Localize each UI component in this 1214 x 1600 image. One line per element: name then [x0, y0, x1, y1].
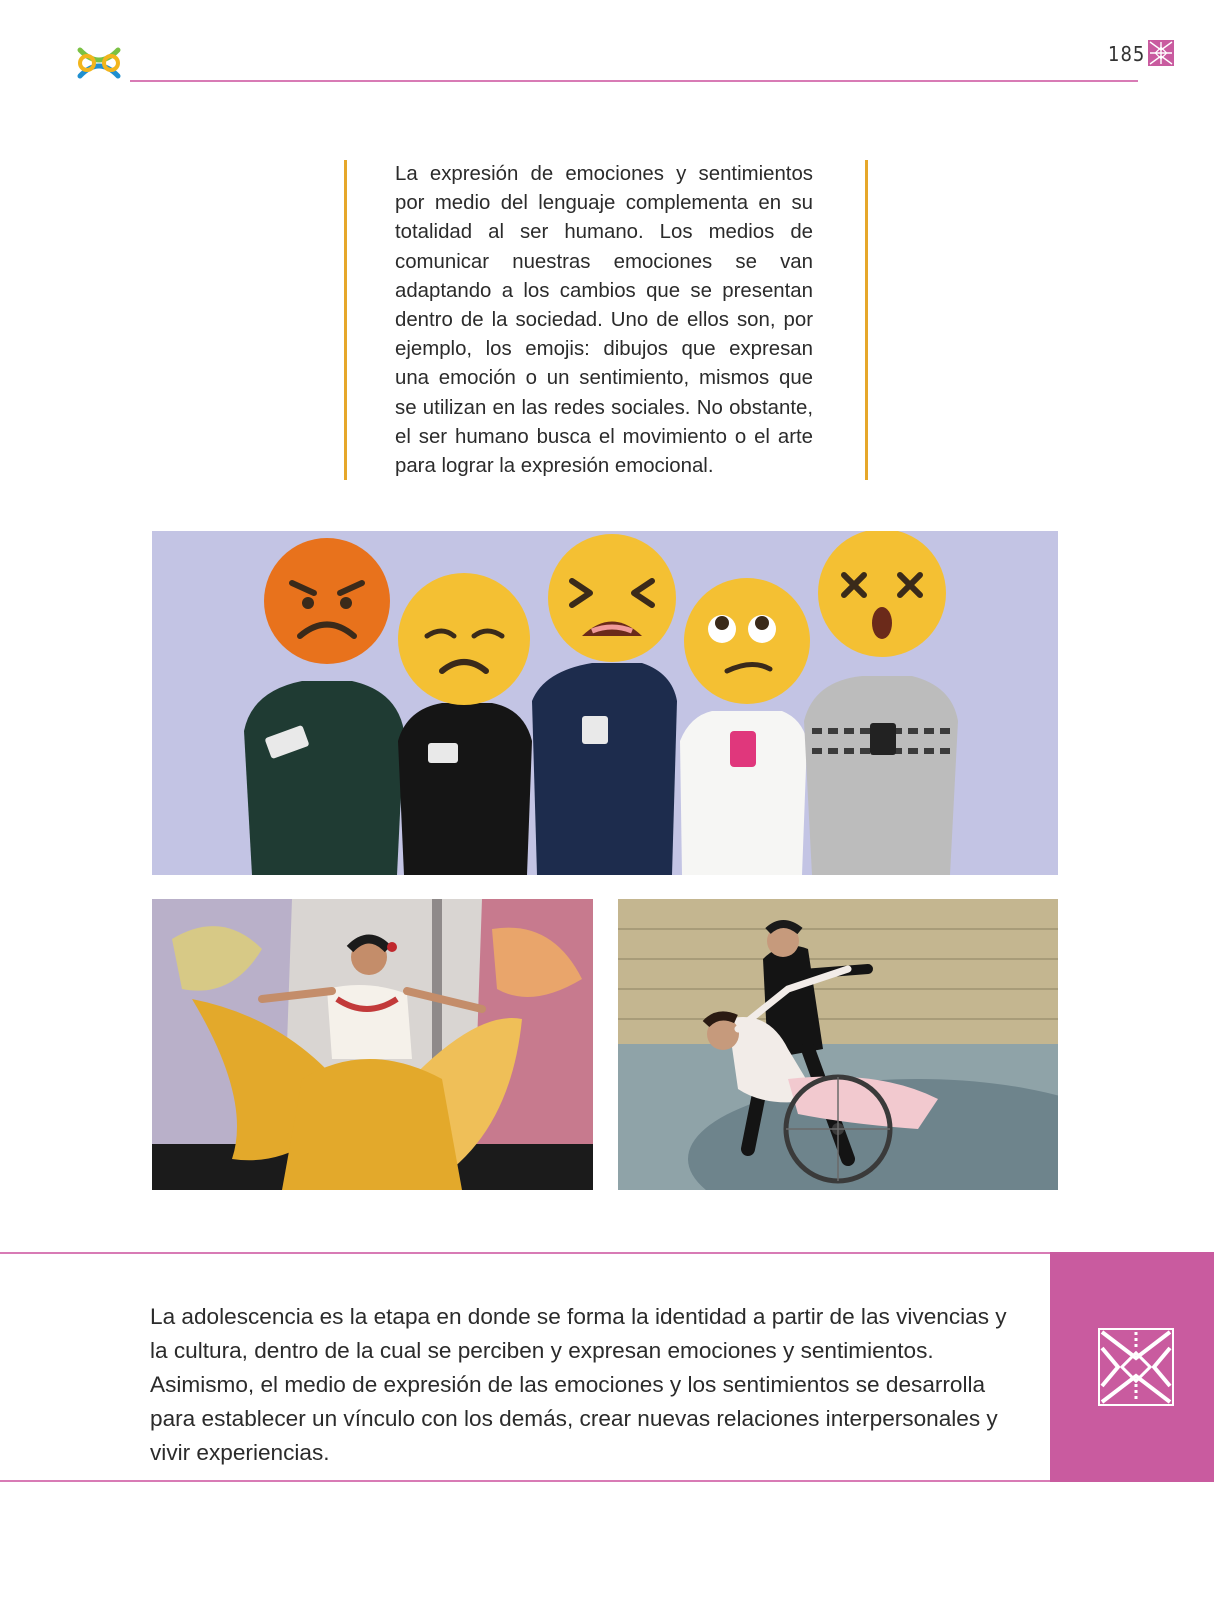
summary-paragraph: La adolescencia es la etapa en donde se forma la identidad a partir de las vivencias y la cultura, dentro de la cual se perciben y expresan emociones y sentimientos. Asimismo, el medio de expresión de las emociones y los sentimientos se desarrolla para establecer un vínculo con los demás, crear nuevas relaciones interpersonales y vivir experiencias.	[150, 1304, 1007, 1465]
intro-paragraph: La expresión de emociones y sentimientos por medio del lenguaje complementa en su totalidad al ser humano. Los medios de comunicar nuestras emociones se van adaptando a los cambios que se presentan dentro de la sociedad. Uno de ellos son, por ejemplo, los emojis: dibujos que expresan una emoción o un sentimiento, mismos que se utilizan en las redes sociales. No obstante, el ser humano busca el movimiento o el arte para lograr la expresión emocional.	[395, 163, 813, 478]
summary-top-rule	[0, 1252, 1214, 1254]
wheelchair-dance-photo	[618, 899, 1058, 1190]
summary-bottom-rule	[0, 1480, 1214, 1482]
geometric-textile-motif-icon	[1098, 1328, 1174, 1406]
people-with-emoji-faces-photo	[152, 531, 1058, 875]
quote-left-bar	[344, 160, 347, 480]
geometric-textile-motif-icon	[1148, 40, 1174, 66]
page-number: 185	[1108, 42, 1146, 66]
intro-quote-box	[344, 160, 868, 480]
summary-side-panel	[1050, 1252, 1214, 1482]
interlocked-circles-logo-icon	[76, 40, 122, 86]
folk-dancer-photo	[152, 899, 593, 1190]
header-divider	[130, 80, 1138, 82]
quote-right-bar	[865, 160, 868, 480]
